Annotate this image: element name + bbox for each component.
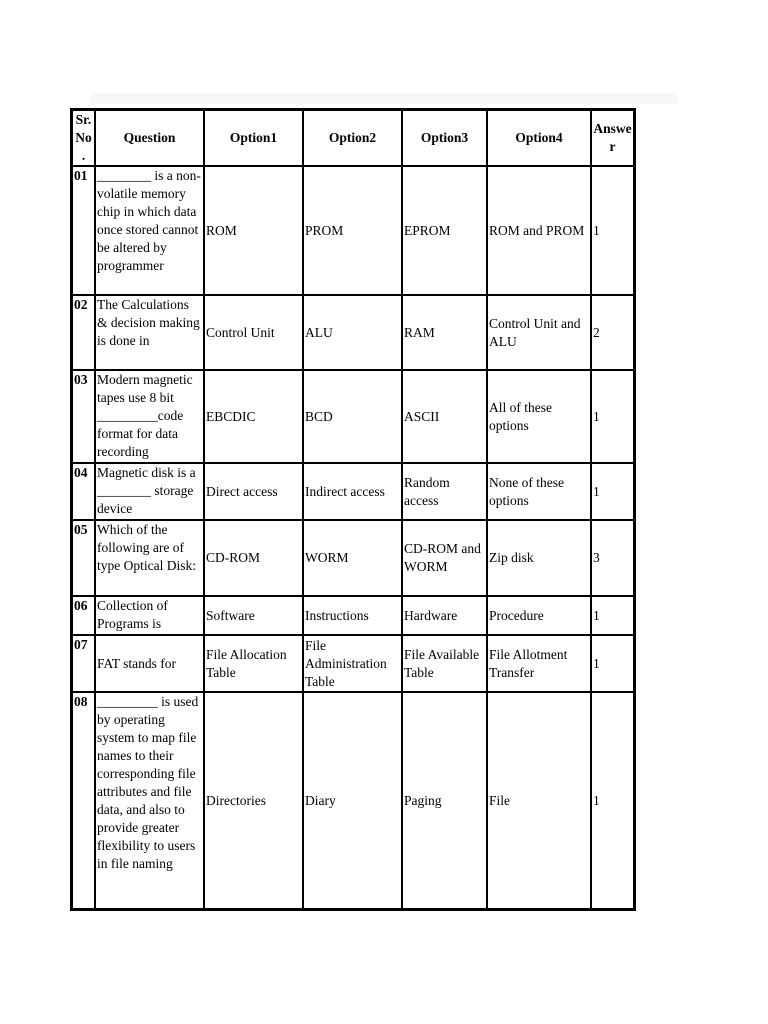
- cell-answer: 1: [591, 692, 634, 909]
- cell-option1: Directories: [204, 692, 303, 909]
- cell-question: FAT stands for: [95, 635, 204, 692]
- header-question: Question: [95, 110, 204, 166]
- cell-option4: File: [487, 692, 591, 909]
- cell-answer: 1: [591, 370, 634, 463]
- cell-sr-no: 04: [72, 463, 95, 520]
- header-option2: Option2: [303, 110, 402, 166]
- cell-sr-no: 03: [72, 370, 95, 463]
- cell-sr-no: 07: [72, 635, 95, 692]
- header-sr-no: Sr. No .: [72, 110, 95, 166]
- cell-question: Magnetic disk is a ________ storage device: [95, 463, 204, 520]
- cell-option2: BCD: [303, 370, 402, 463]
- cell-option1: ROM: [204, 166, 303, 295]
- cell-option1: CD-ROM: [204, 520, 303, 596]
- cell-answer: 2: [591, 295, 634, 370]
- cell-option3: RAM: [402, 295, 487, 370]
- table-row: [72, 295, 634, 370]
- mcq-table: [70, 108, 636, 911]
- table-row: [72, 596, 634, 635]
- cell-option3: Random access: [402, 463, 487, 520]
- top-divider-strip: [90, 93, 678, 104]
- cell-question: Modern magnetic tapes use 8 bit _________code format for data recording: [95, 370, 204, 463]
- cell-option1: Control Unit: [204, 295, 303, 370]
- cell-answer: 1: [591, 635, 634, 692]
- cell-option2: Diary: [303, 692, 402, 909]
- cell-option3: Hardware: [402, 596, 487, 635]
- cell-option2: WORM: [303, 520, 402, 596]
- header-option3: Option3: [402, 110, 487, 166]
- cell-sr-no: 02: [72, 295, 95, 370]
- cell-sr-no: 01: [72, 166, 95, 295]
- cell-question: The Calculations & decision making is done in: [95, 295, 204, 370]
- cell-option3: CD-ROM and WORM: [402, 520, 487, 596]
- cell-option2: PROM: [303, 166, 402, 295]
- cell-sr-no: 06: [72, 596, 95, 635]
- table-row: [72, 635, 634, 692]
- cell-option1: Software: [204, 596, 303, 635]
- header-answer: Answer: [591, 110, 634, 166]
- cell-option4: None of these options: [487, 463, 591, 520]
- table-row: [72, 520, 634, 596]
- cell-option4: File Allotment Transfer: [487, 635, 591, 692]
- table-row: [72, 370, 634, 463]
- table-row: [72, 692, 634, 909]
- cell-option3: ASCII: [402, 370, 487, 463]
- cell-option1: Direct access: [204, 463, 303, 520]
- cell-option2: Instructions: [303, 596, 402, 635]
- cell-option2: Indirect access: [303, 463, 402, 520]
- cell-option2: File Administration Table: [303, 635, 402, 692]
- cell-option4: Control Unit and ALU: [487, 295, 591, 370]
- table-row: [72, 463, 634, 520]
- cell-option4: All of these options: [487, 370, 591, 463]
- cell-option4: ROM and PROM: [487, 166, 591, 295]
- header-option1: Option1: [204, 110, 303, 166]
- cell-option3: Paging: [402, 692, 487, 909]
- cell-sr-no: 08: [72, 692, 95, 909]
- cell-question: Which of the following are of type Optical Disk:: [95, 520, 204, 596]
- cell-sr-no: 05: [72, 520, 95, 596]
- cell-option2: ALU: [303, 295, 402, 370]
- cell-answer: 1: [591, 596, 634, 635]
- cell-answer: 3: [591, 520, 634, 596]
- cell-question: Collection of Programs is: [95, 596, 204, 635]
- table-header-row: [72, 110, 634, 166]
- cell-option3: EPROM: [402, 166, 487, 295]
- cell-option4: Procedure: [487, 596, 591, 635]
- header-option4: Option4: [487, 110, 591, 166]
- cell-question: ________ is a non-volatile memory chip in which data once stored cannot be altered by programmer: [95, 166, 204, 295]
- cell-option4: Zip disk: [487, 520, 591, 596]
- table-row: [72, 166, 634, 295]
- cell-answer: 1: [591, 166, 634, 295]
- cell-option1: EBCDIC: [204, 370, 303, 463]
- cell-answer: 1: [591, 463, 634, 520]
- cell-option1: File Allocation Table: [204, 635, 303, 692]
- cell-option3: File Available Table: [402, 635, 487, 692]
- cell-question: _________ is used by operating system to map file names to their corresponding file attributes and file data, and also to provide greater flexibility to users in file naming: [95, 692, 204, 909]
